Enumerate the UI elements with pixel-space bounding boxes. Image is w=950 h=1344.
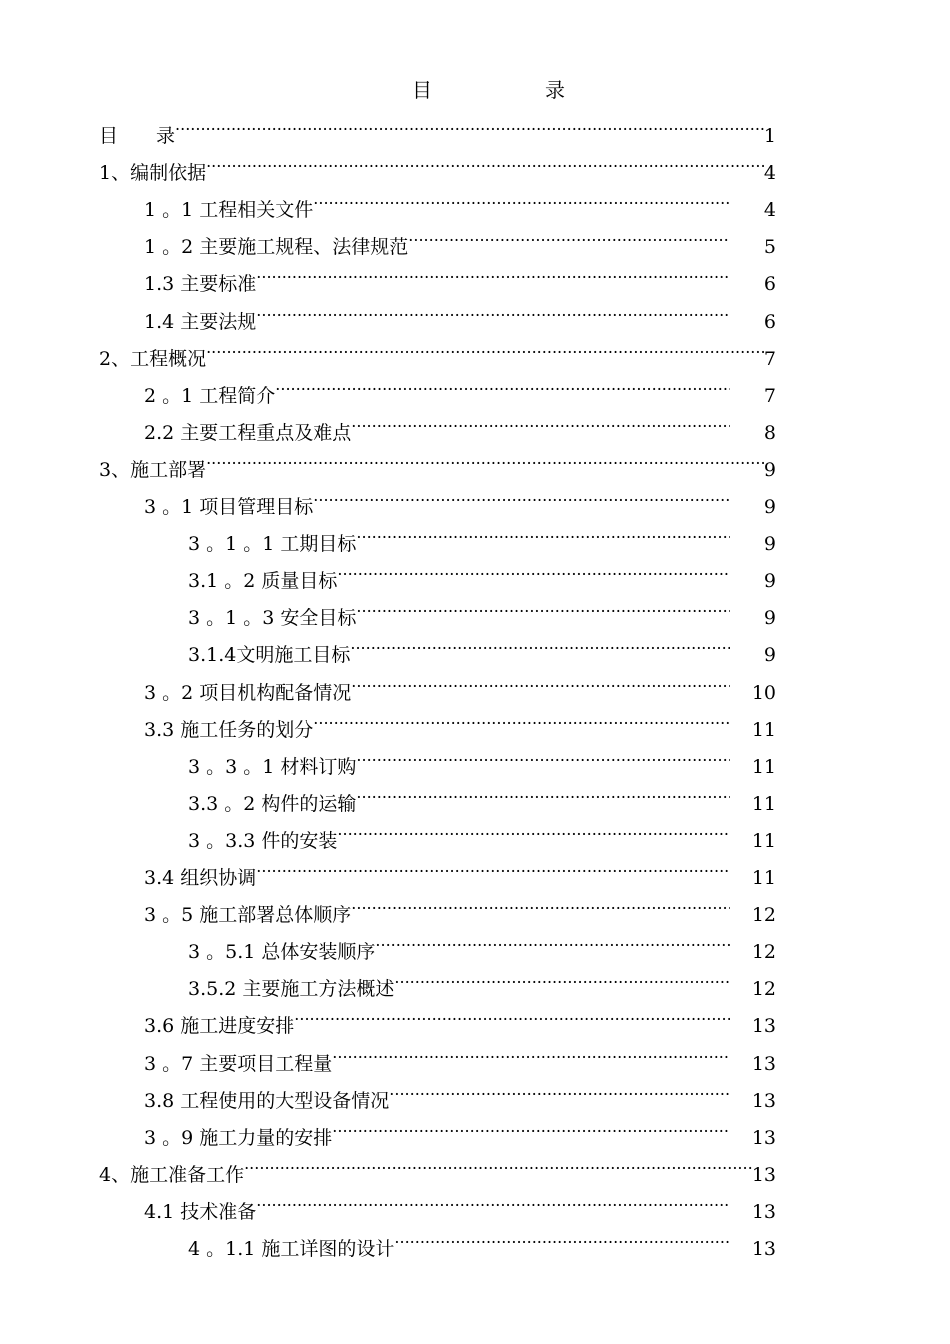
toc-leader-dots bbox=[350, 624, 730, 661]
toc-entry[interactable] bbox=[144, 587, 776, 630]
toc-leader-dots bbox=[356, 513, 730, 550]
toc-entry[interactable] bbox=[144, 773, 776, 815]
toc-entry-label: 3.1 。2 质量目标 bbox=[188, 570, 338, 593]
toc-entry-label: 1 。1 工程相关文件 bbox=[144, 199, 314, 222]
toc-leader-dots bbox=[356, 736, 730, 773]
toc-entry-label: 3、施工部署 bbox=[99, 458, 207, 481]
toc-entry-label: 3.8 工程使用的大型设备情况 bbox=[144, 1089, 390, 1112]
toc-entry-page: 13 bbox=[751, 1163, 776, 1186]
toc-entry-page: 6 bbox=[763, 310, 776, 333]
toc-entry[interactable] bbox=[144, 179, 776, 222]
toc-entry[interactable] bbox=[144, 662, 776, 704]
toc-entry-label: 3 。5.1 总体安装顺序 bbox=[188, 941, 376, 964]
toc-entry-label: 3.1.4文明施工目标 bbox=[188, 644, 351, 667]
toc-entry-label: 2 。1 工程简介 bbox=[144, 384, 276, 407]
toc-entry[interactable] bbox=[144, 550, 776, 593]
toc-leader-dots bbox=[337, 550, 730, 587]
toc-entry-page: 9 bbox=[763, 533, 776, 556]
toc-entry[interactable] bbox=[144, 995, 776, 1038]
toc-leader-dots bbox=[175, 105, 764, 142]
toc-entry-page: 13 bbox=[751, 1089, 776, 1112]
toc-entry-label: 2.2 主要工程重点及难点 bbox=[144, 421, 352, 444]
toc-entry[interactable] bbox=[99, 439, 776, 481]
toc-entry-label: 3 。1 。3 安全目标 bbox=[188, 607, 357, 630]
toc-entry-page: 11 bbox=[751, 755, 776, 778]
toc-entry-label: 3 。9 施工力量的安排 bbox=[144, 1126, 333, 1149]
toc-entry-page: 13 bbox=[751, 1126, 776, 1149]
toc-leader-dots bbox=[275, 365, 730, 402]
toc-entry-label: 3 。1 。1 工期目标 bbox=[188, 533, 357, 556]
toc-entry-page: 9 bbox=[763, 570, 776, 593]
toc-entry-page: 9 bbox=[763, 644, 776, 667]
toc-entry[interactable] bbox=[144, 291, 776, 333]
toc-entry-label: 3 。2 项目机构配备情况 bbox=[144, 681, 352, 704]
toc-leader-dots bbox=[256, 291, 730, 328]
toc-entry-label: 3 。3.3 件的安装 bbox=[188, 829, 338, 852]
toc-entry-page: 12 bbox=[751, 904, 776, 927]
toc-leader-dots bbox=[256, 847, 730, 884]
toc-entry[interactable] bbox=[144, 847, 776, 889]
toc-entry-label: 1、编制依据 bbox=[99, 162, 207, 185]
toc-entry-label: 3.6 施工进度安排 bbox=[144, 1015, 295, 1038]
toc-entry[interactable] bbox=[99, 105, 776, 147]
toc-leader-dots bbox=[206, 142, 764, 179]
toc-entry-page: 10 bbox=[751, 681, 776, 704]
toc-leader-dots bbox=[256, 1181, 730, 1218]
toc-entry-label: 3 。1 项目管理目标 bbox=[144, 496, 314, 518]
toc-entry-label: 4、施工准备工作 bbox=[99, 1163, 245, 1186]
toc-entry[interactable] bbox=[99, 1144, 776, 1186]
toc-entry-label: 3 。3 。1 材料订购 bbox=[188, 755, 357, 778]
toc-entry[interactable] bbox=[144, 402, 776, 444]
toc-entry-label: 3.3 施工任务的划分 bbox=[144, 718, 314, 741]
toc-entry-page: 13 bbox=[751, 1200, 776, 1223]
toc-entry[interactable] bbox=[99, 328, 776, 370]
toc-entry[interactable] bbox=[144, 736, 776, 778]
toc-leader-dots bbox=[337, 810, 730, 847]
toc-title-right: 录 bbox=[545, 78, 565, 102]
toc-entry-page: 7 bbox=[763, 347, 776, 370]
toc-entry-page: 11 bbox=[751, 829, 776, 852]
toc-entry-label: 3.3 。2 构件的运输 bbox=[188, 792, 357, 815]
toc-leader-dots bbox=[389, 1070, 730, 1107]
toc-entry[interactable] bbox=[144, 1218, 776, 1260]
toc-entry-page: 12 bbox=[751, 978, 776, 1001]
toc-entry-page: 6 bbox=[763, 273, 776, 296]
toc-leader-dots bbox=[244, 1144, 752, 1181]
toc-title bbox=[0, 74, 950, 102]
toc-entry-label: 3.4 组织协调 bbox=[144, 867, 257, 889]
toc-leader-dots bbox=[394, 958, 730, 995]
toc-entry[interactable] bbox=[144, 476, 776, 518]
toc-entry[interactable] bbox=[144, 365, 776, 407]
toc-entry[interactable] bbox=[144, 810, 776, 852]
toc-entry-page: 11 bbox=[751, 867, 776, 889]
toc-entry-label: 3 。7 主要项目工程量 bbox=[144, 1052, 333, 1075]
toc-leader-dots bbox=[394, 1218, 730, 1255]
toc-entry-label: 1.4 主要法规 bbox=[144, 310, 257, 333]
toc-entry[interactable] bbox=[144, 921, 776, 964]
toc-entry[interactable] bbox=[99, 142, 776, 185]
toc-entry-page: 4 bbox=[763, 162, 776, 185]
toc-title-left: 目 bbox=[412, 78, 432, 102]
toc-leader-dots bbox=[313, 179, 730, 216]
toc-leader-dots bbox=[332, 1107, 730, 1144]
toc-entry[interactable] bbox=[144, 884, 776, 927]
toc-entry-label: 1.3 主要标准 bbox=[144, 273, 257, 296]
toc-entry[interactable] bbox=[144, 624, 776, 667]
toc-entry-label: 4.1 技术准备 bbox=[144, 1200, 257, 1223]
toc-leader-dots bbox=[375, 921, 730, 958]
toc-leader-dots bbox=[313, 699, 730, 736]
toc-entry-page: 8 bbox=[763, 421, 776, 444]
toc-entry[interactable] bbox=[144, 253, 776, 296]
toc-entry[interactable] bbox=[144, 1181, 776, 1223]
toc-entry[interactable] bbox=[144, 1033, 776, 1075]
toc-leader-dots bbox=[206, 328, 764, 365]
toc-leader-dots bbox=[356, 587, 730, 624]
toc-entry-page: 13 bbox=[751, 1015, 776, 1038]
toc-entry-page: 12 bbox=[751, 941, 776, 964]
toc-entry-page: 11 bbox=[751, 718, 776, 741]
toc-entry-label: 4 。1.1 施工详图的设计 bbox=[188, 1238, 395, 1260]
toc-entry-page: 9 bbox=[763, 496, 776, 518]
toc-entry[interactable] bbox=[144, 513, 776, 556]
toc-entry-label: 2、工程概况 bbox=[99, 347, 207, 370]
toc-entry[interactable] bbox=[144, 958, 776, 1001]
toc-entry[interactable] bbox=[144, 1070, 776, 1112]
toc-entry-label: 3.5.2 主要施工方法概述 bbox=[188, 978, 395, 1001]
toc-leader-dots bbox=[206, 439, 764, 476]
toc-leader-dots bbox=[351, 662, 730, 699]
toc-entry-page: 13 bbox=[751, 1238, 776, 1260]
toc-leader-dots bbox=[294, 995, 730, 1032]
toc-entry[interactable] bbox=[144, 699, 776, 741]
toc-entry-label: 1 。2 主要施工规程、法律规范 bbox=[144, 236, 409, 259]
toc-entry-page: 13 bbox=[751, 1052, 776, 1075]
toc-entry-page: 1 bbox=[763, 125, 776, 147]
toc-entry[interactable] bbox=[144, 216, 776, 259]
toc-leader-dots bbox=[313, 476, 730, 513]
toc-entry-page: 7 bbox=[763, 384, 776, 407]
toc-entry[interactable] bbox=[144, 1107, 776, 1149]
toc-leader-dots bbox=[256, 253, 730, 290]
toc-entry-label: 3 。5 施工部署总体顺序 bbox=[144, 904, 352, 927]
toc-entry-page: 5 bbox=[763, 236, 776, 259]
toc-leader-dots bbox=[351, 884, 730, 921]
toc-entry-page: 4 bbox=[763, 199, 776, 222]
toc-leader-dots bbox=[356, 773, 730, 810]
toc-leader-dots bbox=[332, 1033, 730, 1070]
toc-entry-page: 11 bbox=[751, 792, 776, 815]
toc-leader-dots bbox=[351, 402, 730, 439]
toc-entry-label: 目 录 bbox=[99, 125, 176, 147]
toc-entry-page: 9 bbox=[763, 607, 776, 630]
toc-entry-page: 9 bbox=[763, 458, 776, 481]
toc-leader-dots bbox=[408, 216, 730, 253]
